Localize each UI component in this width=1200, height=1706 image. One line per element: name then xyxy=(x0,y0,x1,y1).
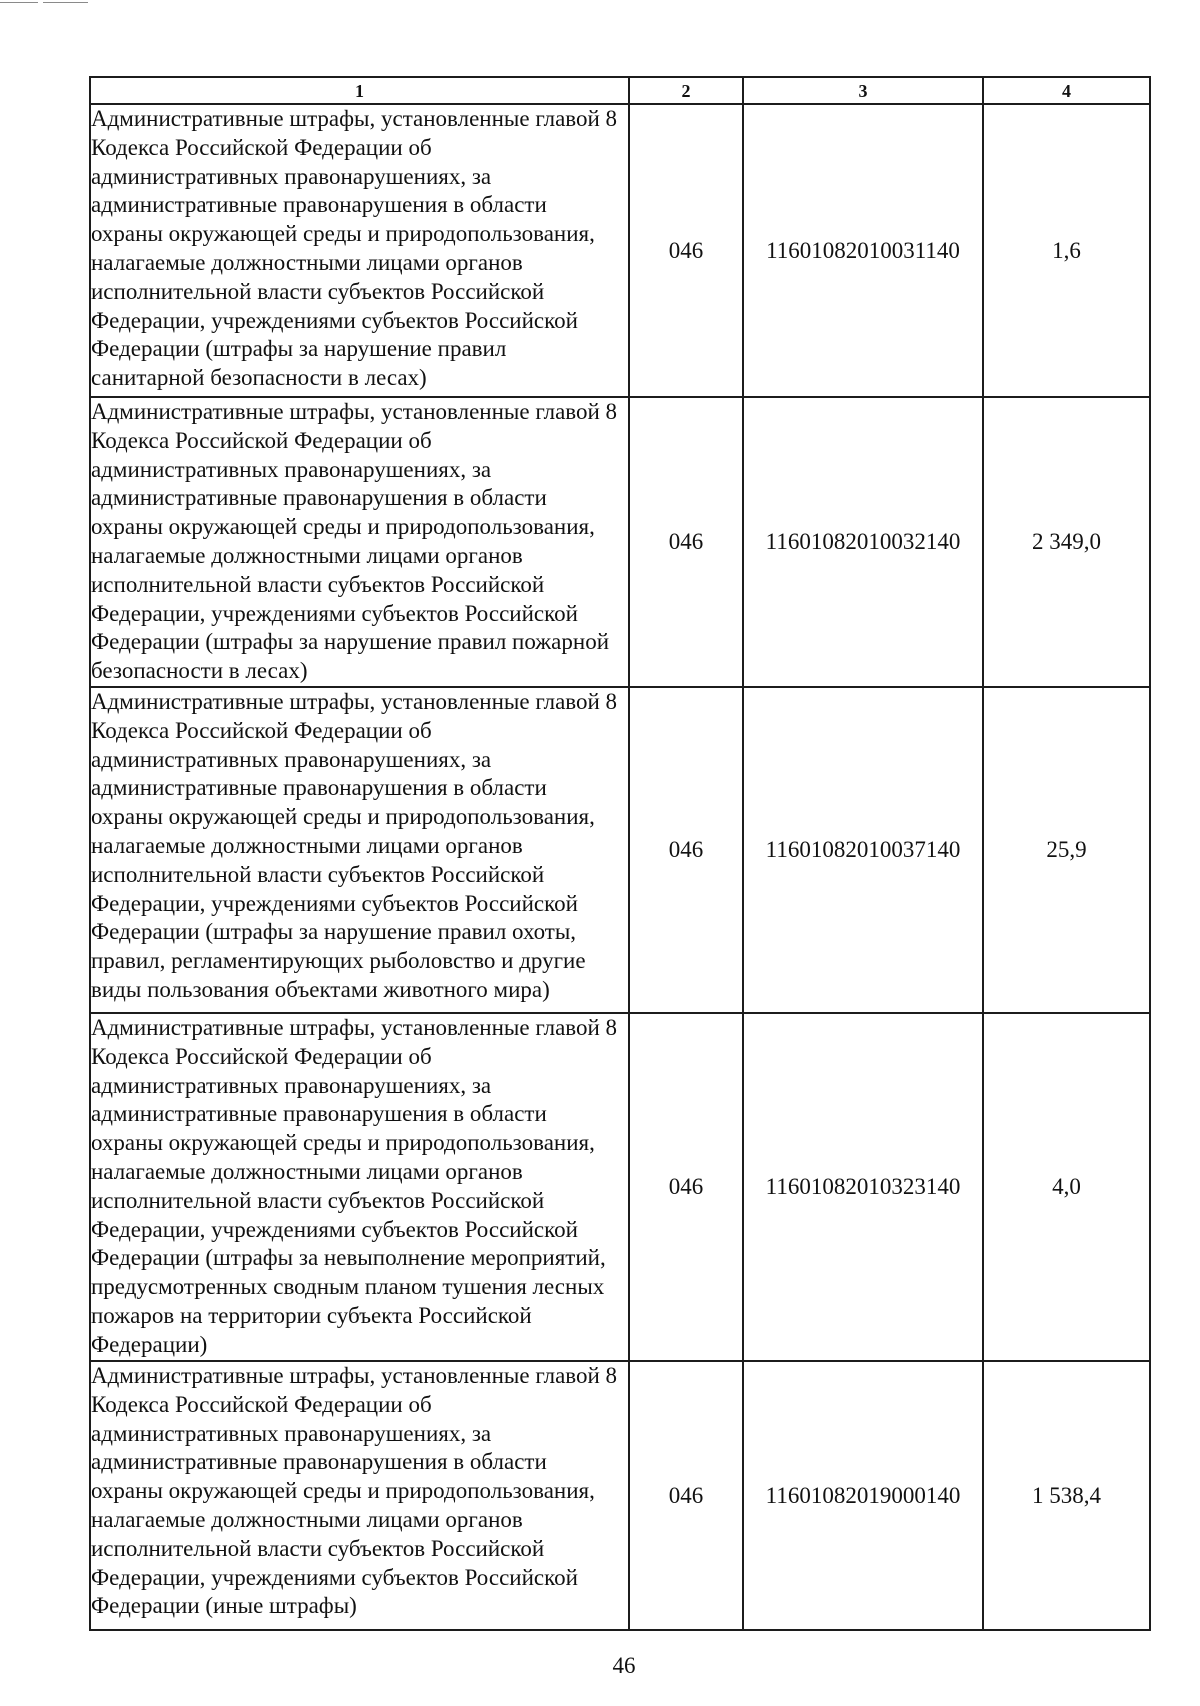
column-header-3: 3 xyxy=(743,77,983,104)
text-line: Кодекса Российской Федерации об xyxy=(91,134,432,160)
table-header-row xyxy=(90,77,1150,104)
page-number: 46 xyxy=(612,1653,636,1678)
text-line: исполнительной власти субъектов Российской xyxy=(91,571,545,597)
text-line: исполнительной власти субъектов Российской xyxy=(91,1535,545,1561)
text-line: санитарной безопасности в лесах) xyxy=(91,365,427,391)
text-line: административные правонарушения в области xyxy=(91,485,547,511)
text-line: налагаемые должностными лицами органов xyxy=(91,1158,523,1184)
text-line: налагаемые должностными лицами органов xyxy=(91,249,523,275)
scan-artifact xyxy=(0,2,38,3)
text-line: налагаемые должностными лицами органов xyxy=(91,832,523,858)
text-line: пожаров на территории субъекта Российской xyxy=(91,1302,532,1328)
text-line: Административные штрафы, установленные главой 8 xyxy=(91,1015,618,1040)
text-line: правил, регламентирующих рыболовство и другие xyxy=(91,948,586,974)
text-line: Кодекса Российской Федерации об xyxy=(91,1391,432,1417)
revenue-name-cell xyxy=(90,397,629,687)
text-line: Административные штрафы, установленные главой 8 xyxy=(91,689,618,714)
revenue-name-cell xyxy=(90,687,629,1013)
text-line: Федерации (штрафы за нарушение правил пожарной xyxy=(91,629,610,655)
text-line: налагаемые должностными лицами органов xyxy=(91,1506,523,1532)
table-row xyxy=(90,1013,1150,1361)
text-line: административных правонарушениях, за xyxy=(91,1420,492,1446)
scan-artifact xyxy=(43,2,88,3)
amount-cell: 1 538,4 xyxy=(983,1361,1150,1630)
admin-code-cell: 046 xyxy=(629,1013,743,1361)
admin-code-cell: 046 xyxy=(629,397,743,687)
text-line: охраны окружающей среды и природопользования, xyxy=(91,221,595,247)
text-line: Федерации (штрафы за невыполнение мероприятий, xyxy=(91,1245,606,1271)
text-line: исполнительной власти субъектов Российской xyxy=(91,861,545,887)
text-line: административных правонарушениях, за xyxy=(91,746,492,772)
text-line: Федерации, учреждениями субъектов Российской xyxy=(91,1216,578,1242)
admin-code-cell: 046 xyxy=(629,104,743,397)
amount-cell: 25,9 xyxy=(983,687,1150,1013)
text-line: административные правонарушения в области xyxy=(91,775,547,801)
text-line: административные правонарушения в области xyxy=(91,1101,547,1127)
amount-cell: 4,0 xyxy=(983,1013,1150,1361)
text-line: Кодекса Российской Федерации об xyxy=(91,1043,432,1069)
text-line: безопасности в лесах) xyxy=(91,658,308,684)
text-line: Федерации (иные штрафы) xyxy=(91,1593,357,1619)
text-line: исполнительной власти субъектов Российской xyxy=(91,278,545,304)
column-header-1: 1 xyxy=(90,77,629,104)
amount-cell: 1,6 xyxy=(983,104,1150,397)
text-line: Федерации (штрафы за нарушение правил xyxy=(91,336,507,362)
column-header-4: 4 xyxy=(983,77,1150,104)
table-row xyxy=(90,397,1150,687)
budget-code-cell: 11601082019000140 xyxy=(743,1361,983,1630)
column-header-2: 2 xyxy=(629,77,743,104)
text-line: охраны окружающей среды и природопользования, xyxy=(91,1130,595,1156)
budget-code-cell: 11601082010037140 xyxy=(743,687,983,1013)
revenue-name-cell xyxy=(90,1361,629,1630)
text-line: Административные штрафы, установленные главой 8 xyxy=(91,106,618,131)
text-line: Федерации, учреждениями субъектов Российской xyxy=(91,890,578,916)
admin-code-cell: 046 xyxy=(629,1361,743,1630)
text-line: Административные штрафы, установленные главой 8 xyxy=(91,399,618,424)
text-line: административных правонарушениях, за xyxy=(91,163,492,189)
table-row xyxy=(90,104,1150,397)
admin-code-cell: 046 xyxy=(629,687,743,1013)
text-line: налагаемые должностными лицами органов xyxy=(91,542,523,568)
text-line: Федерации, учреждениями субъектов Российской xyxy=(91,307,578,333)
amount-cell: 2 349,0 xyxy=(983,397,1150,687)
text-line: Федерации, учреждениями субъектов Российской xyxy=(91,600,578,626)
table-row xyxy=(90,1361,1150,1630)
text-line: административные правонарушения в области xyxy=(91,1449,547,1475)
text-line: охраны окружающей среды и природопользования, xyxy=(91,804,595,830)
text-line: Федерации) xyxy=(91,1331,208,1357)
text-line: Кодекса Российской Федерации об xyxy=(91,427,432,453)
text-line: Федерации (штрафы за нарушение правил охоты, xyxy=(91,919,577,945)
text-line: предусмотренных сводным планом тушения лесных xyxy=(91,1274,605,1300)
text-line: виды пользования объектами животного мира) xyxy=(91,976,550,1002)
table-row xyxy=(90,687,1150,1013)
text-line: административных правонарушениях, за xyxy=(91,1072,492,1098)
revenue-name-cell xyxy=(90,1013,629,1361)
text-line: административных правонарушениях, за xyxy=(91,456,492,482)
text-line: Федерации, учреждениями субъектов Российской xyxy=(91,1564,578,1590)
revenue-name-cell xyxy=(90,104,629,397)
text-line: исполнительной власти субъектов Российской xyxy=(91,1187,545,1213)
budget-code-cell: 11601082010031140 xyxy=(743,104,983,397)
text-line: Административные штрафы, установленные главой 8 xyxy=(91,1363,618,1388)
budget-code-cell: 11601082010032140 xyxy=(743,397,983,687)
fines-table xyxy=(89,76,1151,1631)
text-line: охраны окружающей среды и природопользования, xyxy=(91,1478,595,1504)
text-line: Кодекса Российской Федерации об xyxy=(91,717,432,743)
text-line: охраны окружающей среды и природопользования, xyxy=(91,514,595,540)
text-line: административные правонарушения в области xyxy=(91,192,547,218)
budget-code-cell: 11601082010323140 xyxy=(743,1013,983,1361)
